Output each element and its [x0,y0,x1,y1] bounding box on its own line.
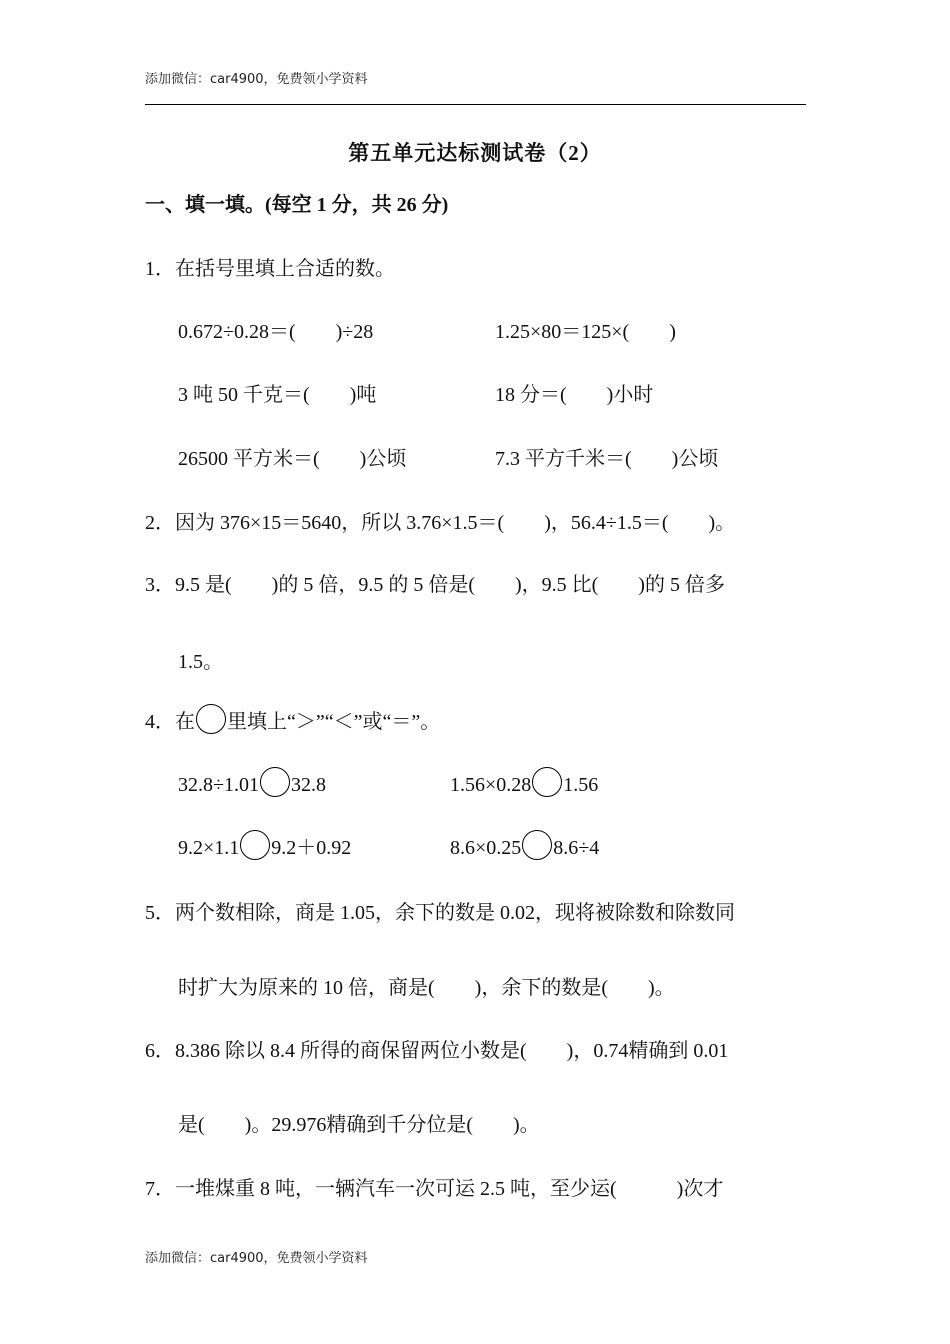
q4-item-1-right: 32.8 [290,774,326,796]
q4-item-4-left: 8.6×0.25 [450,837,522,859]
q4-item-2-right: 1.56 [563,774,599,796]
q6-line-2: 是( )。29.976精确到千分位是( )。 [178,1114,540,1136]
q1-item-1: 0.672÷0.28＝( )÷28 [178,321,374,343]
q4-item-2-left: 1.56×0.28 [450,774,532,796]
section-heading: 一、填一填。(每空 1 分，共 26 分) [145,194,449,216]
q7-line-1: 7．一堆煤重 8 吨，一辆汽车一次可运 2.5 吨，至少运( )次才 [145,1178,724,1200]
q4-item-1-left: 32.8÷1.01 [178,774,259,796]
q5-line-1: 5．两个数相除，商是 1.05，余下的数是 0.02，现将被除数和除数同 [145,902,735,924]
circle-blank-icon[interactable] [532,767,562,797]
q5-line-2: 时扩大为原来的 10 倍，商是( )，余下的数是( )。 [178,977,675,999]
q6-line-1: 6．8.386 除以 8.4 所得的商保留两位小数是( )，0.74精确到 0.01 [145,1040,729,1062]
q3-line-2: 1.5。 [178,651,223,673]
q4-stem [145,704,440,734]
page-title: 第五单元达标测试卷（2） [348,141,602,165]
circle-blank-icon[interactable] [240,830,270,860]
q1-item-4: 18 分＝( )小时 [495,384,654,406]
q1-item-2: 1.25×80＝125×( ) [495,321,676,343]
q4-stem-post: 里填上“＞”“＜”或“＝”。 [227,711,441,733]
q2-text: 2．因为 376×15＝5640，所以 3.76×1.5＝( )，56.4÷1.5＝( )。 [145,512,736,534]
q4-item-1 [178,767,326,797]
q4-item-3-left: 9.2×1.1 [178,837,240,859]
q4-item-4-right: 8.6÷4 [553,837,600,859]
q4-stem-pre: 4．在 [145,711,195,733]
q1-stem: 1．在括号里填上合适的数。 [145,258,395,280]
q1-item-5: 26500 平方米＝( )公顷 [178,448,407,470]
q1-item-6: 7.3 平方千米＝( )公顷 [495,448,719,470]
header-rule [145,104,806,105]
circle-blank-icon[interactable] [260,767,290,797]
q1-item-3: 3 吨 50 千克＝( )吨 [178,384,377,406]
q4-item-3 [178,830,351,860]
circle-blank-icon [196,704,226,734]
q4-item-2 [450,767,598,797]
page-footer: 添加微信：car4900，免费领小学资料 [145,1251,368,1266]
q4-item-3-right: 9.2＋0.92 [271,837,352,859]
page-header: 添加微信：car4900，免费领小学资料 [145,72,368,87]
q3-line-1: 3．9.5 是( )的 5 倍，9.5 的 5 倍是( )，9.5 比( )的 5 倍多 [145,574,725,596]
q4-item-4 [450,830,599,860]
circle-blank-icon[interactable] [522,830,552,860]
